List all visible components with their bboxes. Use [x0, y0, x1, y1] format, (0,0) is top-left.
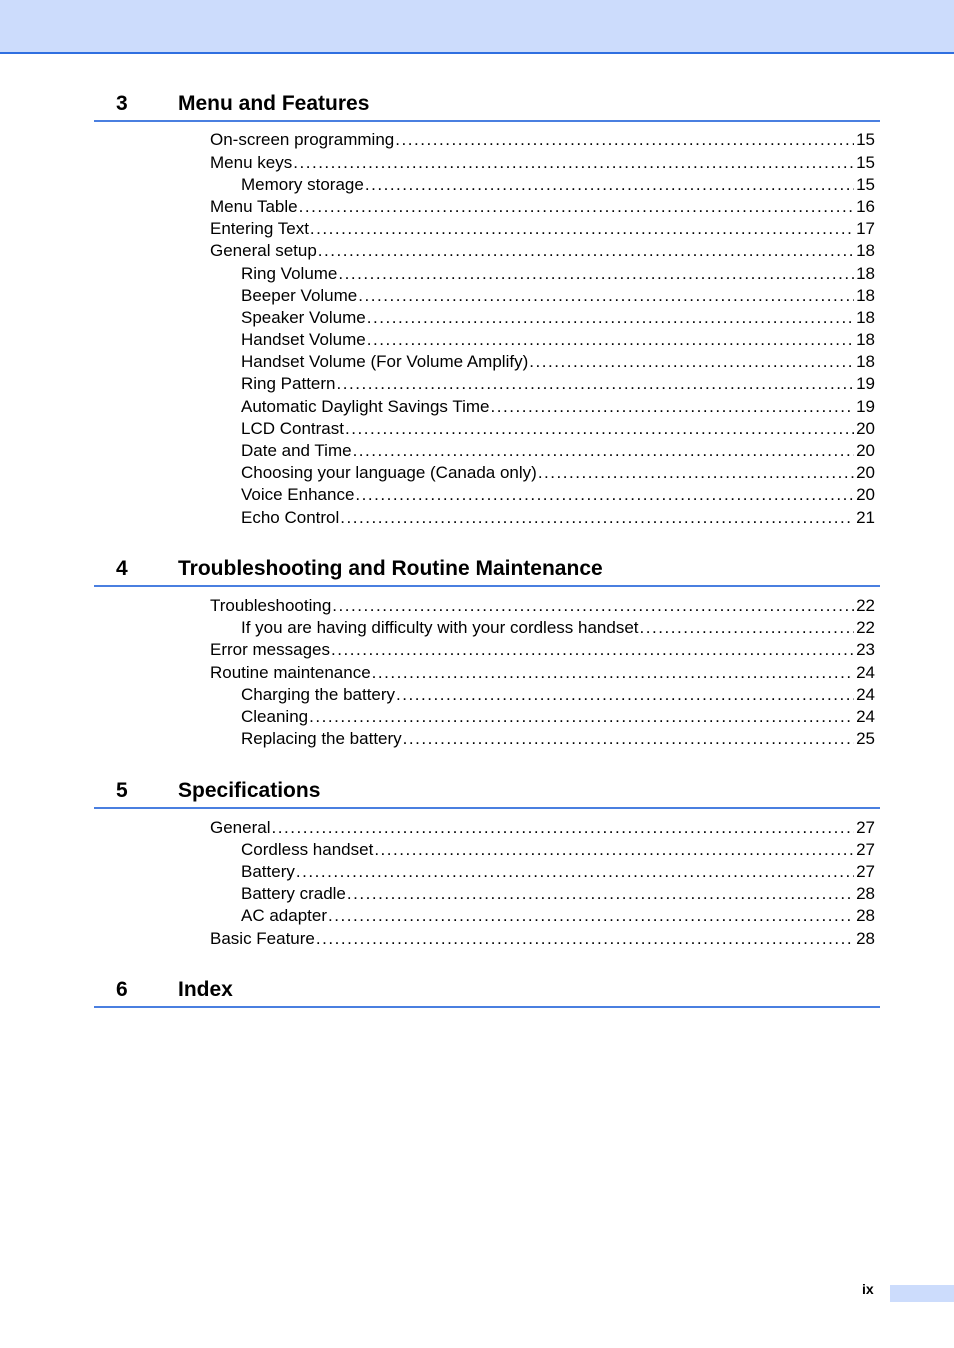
toc-entry-label: Battery: [241, 862, 295, 881]
toc-entry[interactable]: [210, 662, 875, 684]
toc-entry-label: Choosing your language (Canada only): [241, 463, 537, 482]
toc-page-number: 17: [856, 219, 875, 238]
toc-entry[interactable]: [241, 728, 875, 750]
toc-leader: [365, 174, 854, 196]
toc-entry-label: Menu Table: [210, 197, 298, 216]
toc-page-number: 19: [856, 374, 875, 393]
toc-entry-label: Ring Pattern: [241, 374, 336, 393]
toc-entry-label: Handset Volume (For Volume Amplify): [241, 352, 529, 371]
toc-entry-label: Cordless handset: [241, 840, 374, 859]
chapter-heading[interactable]: [94, 84, 880, 122]
toc-page-number: 19: [856, 397, 875, 416]
toc-entry[interactable]: [241, 396, 875, 418]
chapter-number: 6: [116, 978, 128, 1001]
chapter-heading[interactable]: [94, 549, 880, 587]
toc-entry-label: Automatic Daylight Savings Time: [241, 397, 490, 416]
toc-entry[interactable]: [241, 263, 875, 285]
toc-entry[interactable]: [241, 861, 875, 883]
toc-entry[interactable]: [210, 152, 875, 174]
toc-entry[interactable]: [241, 905, 875, 927]
toc-entry-label: Handset Volume: [241, 330, 366, 349]
toc-page-number: 28: [856, 884, 875, 903]
toc-page-number: 18: [856, 286, 875, 305]
toc-entry[interactable]: [241, 706, 875, 728]
chapter-heading[interactable]: [94, 970, 880, 1008]
toc-entry[interactable]: [241, 484, 875, 506]
toc-leader: [353, 440, 855, 462]
toc-page-number: 15: [856, 153, 875, 172]
toc-leader: [318, 240, 854, 262]
toc-entry-label: General: [210, 818, 271, 837]
toc-entry-label: Echo Control: [241, 508, 340, 527]
toc-entry-label: Cleaning: [241, 707, 309, 726]
toc-entry[interactable]: [241, 440, 875, 462]
toc-leader: [328, 905, 854, 927]
chapter-number: 4: [116, 557, 128, 580]
toc-entry[interactable]: [241, 418, 875, 440]
toc-entry-label: Speaker Volume: [241, 308, 366, 327]
toc-entry[interactable]: [241, 174, 875, 196]
toc-page-number: 27: [856, 818, 875, 837]
toc-entry[interactable]: [241, 839, 875, 861]
toc-entry[interactable]: [210, 218, 875, 240]
toc-entry[interactable]: [241, 285, 875, 307]
toc-page-number: 20: [856, 419, 875, 438]
toc-leader: [367, 329, 854, 351]
toc-entry-label: General setup: [210, 241, 317, 260]
toc-page-number: 23: [856, 640, 875, 659]
toc-entry-label: Replacing the battery: [241, 729, 402, 748]
toc-page-number: 18: [856, 308, 875, 327]
toc-leader: [316, 928, 854, 950]
toc-entry[interactable]: [210, 196, 875, 218]
toc-page-number: 28: [856, 906, 875, 925]
toc-leader: [310, 218, 854, 240]
toc-leader: [529, 351, 854, 373]
toc-entry[interactable]: [241, 307, 875, 329]
toc-entry-label: Date and Time: [241, 441, 352, 460]
toc-page-number: 25: [856, 729, 875, 748]
toc-entry-label: On-screen programming: [210, 130, 395, 149]
footer-tab: [890, 1285, 954, 1302]
chapter-title: Troubleshooting and Routine Maintenance: [178, 557, 603, 580]
toc-page-number: 16: [856, 197, 875, 216]
toc-entry-label: Ring Volume: [241, 264, 338, 283]
toc-entry[interactable]: [241, 462, 875, 484]
toc-entry-label: Basic Feature: [210, 929, 315, 948]
toc-leader: [338, 263, 854, 285]
toc-page-number: 15: [856, 130, 875, 149]
toc-leader: [396, 684, 854, 706]
toc-entry[interactable]: [210, 928, 875, 950]
toc-entry-label: Error messages: [210, 640, 330, 659]
toc-page-number: 24: [856, 685, 875, 704]
toc-page-number: 20: [856, 485, 875, 504]
chapter-title: Specifications: [178, 779, 321, 802]
toc-page-number: 15: [856, 175, 875, 194]
toc-leader: [293, 152, 854, 174]
toc-leader: [347, 883, 854, 905]
toc-entry-label: Battery cradle: [241, 884, 346, 903]
toc-entry-label: Memory storage: [241, 175, 364, 194]
toc-leader: [340, 507, 854, 529]
chapter-title: Index: [178, 978, 233, 1001]
toc-leader: [640, 617, 855, 639]
page-number: ix: [862, 1281, 874, 1297]
toc-page-number: 27: [856, 862, 875, 881]
toc-entry-label: Troubleshooting: [210, 596, 332, 615]
toc-entry-label: If you are having difficulty with your cordless handset: [241, 618, 639, 637]
toc-entry-label: Routine maintenance: [210, 663, 371, 682]
toc-leader: [403, 728, 854, 750]
toc-entry[interactable]: [210, 240, 875, 262]
toc-page-number: 20: [856, 441, 875, 460]
toc-page-number: 18: [856, 264, 875, 283]
toc-page-number: 20: [856, 463, 875, 482]
toc-entry[interactable]: [241, 684, 875, 706]
toc-entry-label: Charging the battery: [241, 685, 396, 704]
toc-entry-label: Voice Enhance: [241, 485, 355, 504]
chapter-heading[interactable]: [94, 771, 880, 809]
toc-leader: [296, 861, 854, 883]
toc-entry[interactable]: [210, 595, 875, 617]
toc-entry-label: Entering Text: [210, 219, 309, 238]
toc-page-number: 22: [856, 596, 875, 615]
toc-page-number: 27: [856, 840, 875, 859]
toc-entry[interactable]: [241, 329, 875, 351]
toc-page-number: 24: [856, 663, 875, 682]
toc-page-number: 18: [856, 352, 875, 371]
toc-leader: [538, 462, 854, 484]
toc-entry[interactable]: [210, 817, 875, 839]
toc-entry-label: Beeper Volume: [241, 286, 358, 305]
toc-entry-label: AC adapter: [241, 906, 327, 925]
toc-entry-label: Menu keys: [210, 153, 293, 172]
toc-page-number: 22: [856, 618, 875, 637]
toc-leader: [491, 396, 855, 418]
toc-leader: [395, 129, 854, 151]
toc-entry[interactable]: [210, 639, 875, 661]
chapter-number: 3: [116, 92, 128, 115]
toc-leader: [345, 418, 854, 440]
toc-page-number: 24: [856, 707, 875, 726]
chapter-number: 5: [116, 779, 128, 802]
toc-leader: [358, 285, 854, 307]
toc-leader: [309, 706, 854, 728]
toc-page-number: 18: [856, 241, 875, 260]
toc-leader: [271, 817, 854, 839]
toc-page-number: 28: [856, 929, 875, 948]
toc-leader: [337, 373, 855, 395]
toc-entry-label: LCD Contrast: [241, 419, 344, 438]
toc-leader: [331, 639, 854, 661]
toc-leader: [374, 839, 854, 861]
toc-entry[interactable]: [210, 129, 875, 151]
toc-entry[interactable]: [241, 351, 875, 373]
toc-page-number: 18: [856, 330, 875, 349]
toc-entry[interactable]: [241, 883, 875, 905]
chapter-title: Menu and Features: [178, 92, 370, 115]
toc-entry[interactable]: [241, 507, 875, 529]
header-band: [0, 0, 954, 54]
toc-leader: [355, 484, 854, 506]
toc-entry[interactable]: [241, 617, 875, 639]
toc-leader: [332, 595, 854, 617]
toc-leader: [372, 662, 854, 684]
toc-entry[interactable]: [241, 373, 875, 395]
toc-page-number: 21: [856, 508, 875, 527]
toc-leader: [367, 307, 854, 329]
toc-leader: [299, 196, 854, 218]
